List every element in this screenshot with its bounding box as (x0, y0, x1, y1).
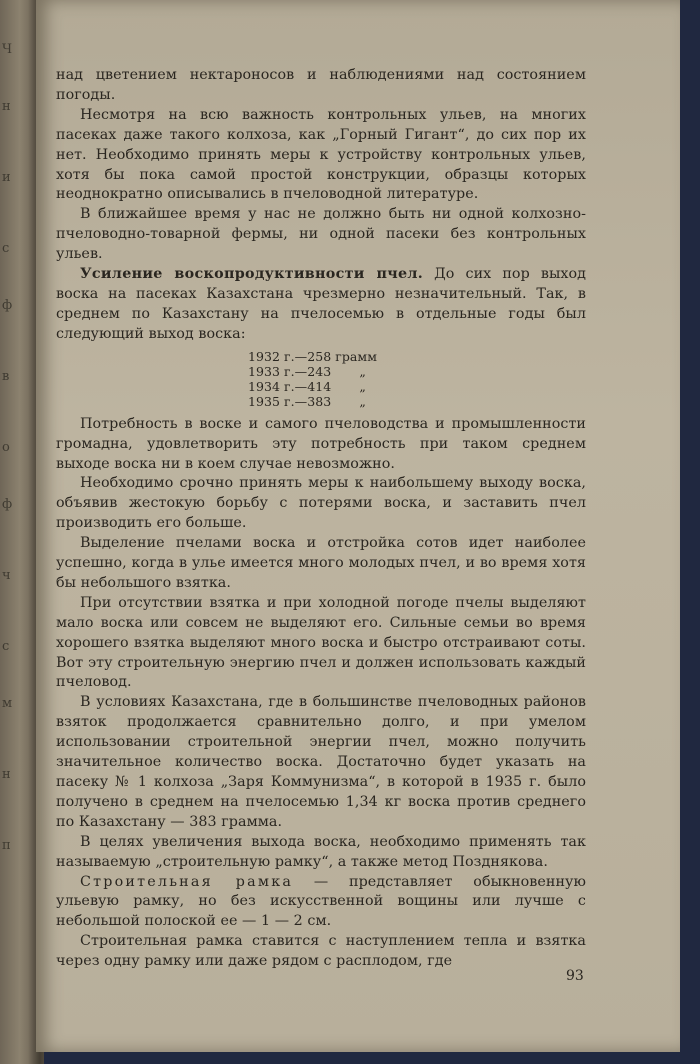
paragraph: В условиях Казахстана, где в большинстве пчеловодных районов взяток продолжается сравнительно долго, и при умелом использовании строительной энергии пчел, можно получить значительное количество воска. Достаточно будет указать на пасеку № 1 колхоза „Заря Коммунизма“, в которой в 1935 г. было получено в среднем на пчелосемью 1,34 кг воска против среднего по Казахстану — 383 грамма. (56, 694, 586, 830)
facing-page-fragment: ф (2, 497, 13, 512)
facing-page-fragment: п (2, 838, 11, 853)
table-unit: „ (359, 363, 366, 379)
spaced-term: Строительная рамка (80, 873, 294, 890)
page-number: 93 (566, 968, 584, 984)
paragraph-text: — представляет обыкновенную ульевую рамку, но без искусственной вощины или лучше с небольшой полоской ее — 1 — 2 см. (56, 873, 586, 930)
facing-page-fragment: с (2, 241, 10, 256)
table-year: 1933 г. (248, 363, 295, 379)
paragraph: При отсутствии взятка и при холодной погоде пчелы выделяют мало воска или совсем не выделяют его. Сильные семьи во время хорошего взятка выделяют много воска и быстро отстраивают соты. Вот эту строительную энергию пчел и должен использовать каждый пчеловод. (56, 594, 586, 691)
table-value: —414 (294, 378, 332, 394)
facing-page-fragment: и (2, 170, 11, 185)
table-year: 1934 г. (248, 378, 295, 394)
facing-page-fragment: ч (2, 568, 11, 583)
table-row (248, 394, 586, 409)
paragraph: над цветением нектароносов и наблюдениями над состоянием погоды. (56, 67, 586, 103)
page-text (36, 66, 600, 972)
facing-page-fragment: Ч (2, 42, 13, 57)
paragraph (56, 265, 586, 345)
paragraph: В целях увеличения выхода воска, необходимо применять так называемую „строительную рамку“, а также метод Позднякова. (56, 833, 586, 870)
paragraph: Потребность в воске и самого пчеловодства и промышленности громадна, удовлетворить эту потребность при таком среднем выходе воска ни в коем случае невозможно. (56, 415, 586, 472)
table-unit: грамм (335, 348, 377, 364)
section-heading: Усиление воскопродуктивности пчел. (80, 266, 424, 283)
facing-page-fragment: с (2, 639, 10, 654)
paragraph-text: До сих пор выход воска на пасеках Казахстана чрезмерно незначительный. Так, в среднем по Казахстану на пчелосемью в отдельные годы был следующий выход воска: (56, 266, 586, 342)
table-year: 1932 г. (248, 348, 295, 364)
facing-page-fragment: в (2, 369, 10, 384)
facing-page-fragment: ф (2, 298, 13, 313)
wax-yield-table (248, 349, 586, 409)
table-unit: „ (359, 378, 366, 394)
table-unit: „ (359, 393, 366, 409)
facing-page-fragment: н (2, 99, 11, 114)
facing-page-fragment: о (2, 440, 10, 455)
table-year: 1935 г. (248, 393, 295, 409)
paragraph: Необходимо срочно принять меры к наибольшему выходу воска, объявив жестокую борьбу с потерями воска, и заставить пчел производить его больше. (56, 475, 586, 532)
book-page (36, 0, 680, 1052)
paragraph: Строительная рамка ставится с наступлением тепла и взятка через одну рамку или даже рядом с расплодом, где (56, 933, 586, 970)
table-value: —243 (294, 363, 332, 379)
paragraph (56, 873, 586, 933)
paragraph: В ближайшее время у нас не должно быть ни одной колхозно-пчеловодно-товарной фермы, ни одной пасеки без контрольных ульев. (56, 206, 586, 263)
paragraph: Выделение пчелами воска и отстройка сотов идет наиболее успешно, когда в улье имеется много молодых пчел, и во время хотя бы небольшого взятка. (56, 535, 586, 591)
table-row (248, 364, 586, 379)
table-row (248, 379, 586, 394)
table-row (248, 349, 586, 364)
table-value: —258 (294, 348, 332, 364)
table-value: —383 (294, 393, 332, 409)
facing-page-fragment: м (2, 696, 13, 711)
paragraph: Несмотря на всю важность контрольных ульев, на многих пасеках даже такого колхоза, как „Горный Гигант“, до сих пор их нет. Необходимо принять меры к устройству контрольных ульев, хотя бы пока самой простой конструкции, образцы которых неоднократно описывались в пчеловодной литературе. (56, 106, 586, 203)
facing-page-fragment: н (2, 767, 11, 782)
